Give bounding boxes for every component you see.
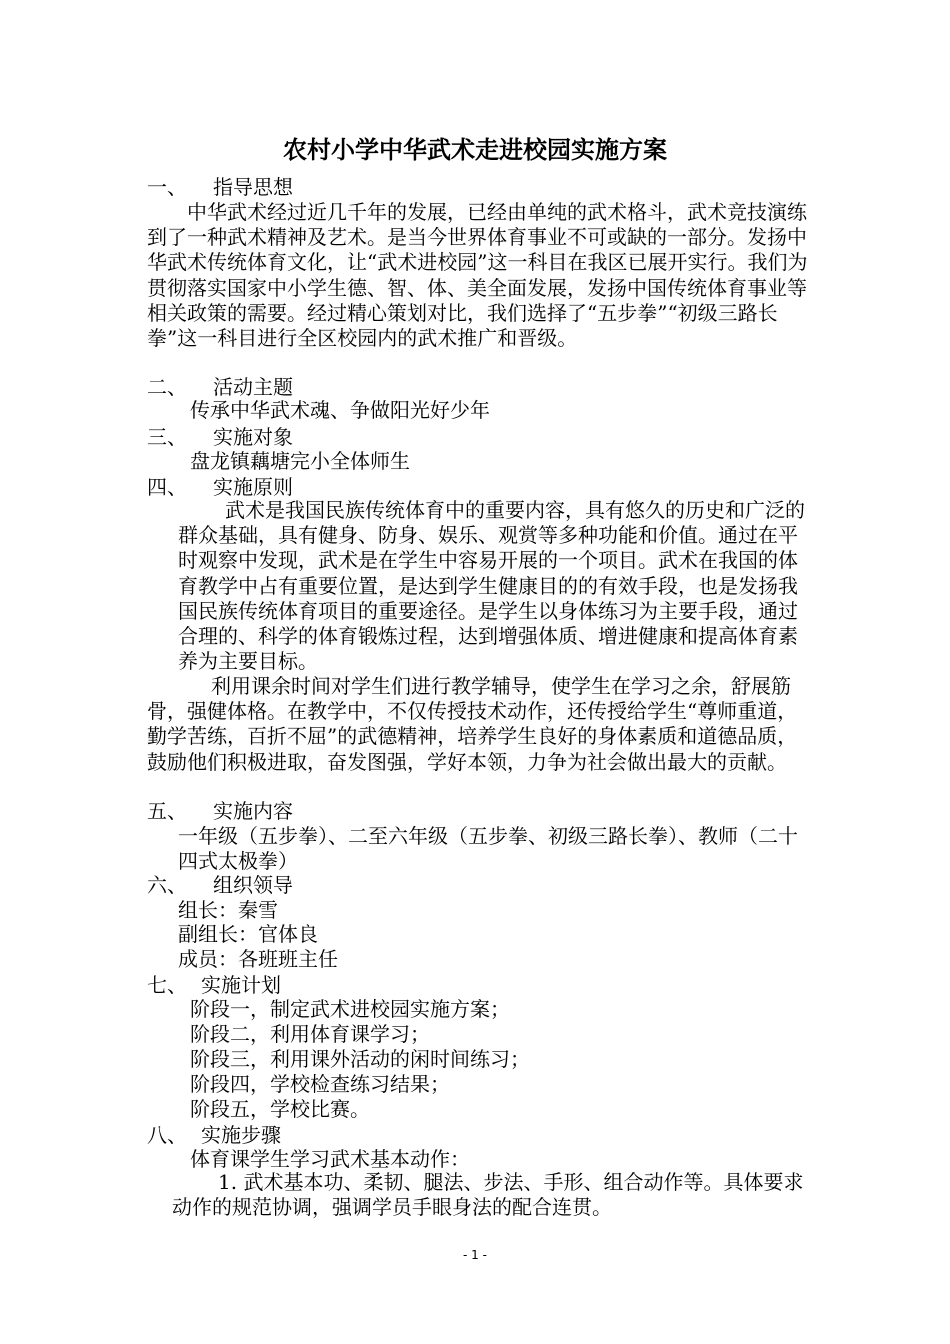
section-title: 实施计划 — [201, 973, 281, 997]
section-heading-steps — [147, 1122, 281, 1148]
section-heading-content — [147, 798, 293, 824]
section-heading-leadership — [147, 872, 293, 898]
group-members: 成员：各班班主任 — [178, 947, 338, 971]
section-heading-plan — [147, 972, 281, 998]
plan-stage-4: 阶段四，学校检查练习结果； — [190, 1072, 450, 1096]
section-number: 五、 — [147, 799, 187, 823]
group-vice-leader: 副组长：官体良 — [178, 922, 318, 946]
section-heading-activity-theme — [147, 374, 293, 400]
section-title: 组织领导 — [213, 873, 293, 897]
section-number: 八、 — [147, 1123, 187, 1147]
plan-stage-1: 阶段一，制定武术进校园实施方案； — [190, 997, 510, 1021]
guiding-ideology-paragraph: 中华武术经过近几千年的发展，已经由单纯的武术格斗，武术竞技演练到了一种武术精神及艺术。是当今世界体育事业不可或缺的一部分。发扬中华武术传统体育文化，让“武术进校园”这一科目在我区已展开实行。我们为贯彻落实国家中小学生德、智、体、美全面发展，发扬中国传统体育事业等相关政策的需要。经过精心策划对比，我们选择了“五步拳”“初级三路长拳”这一科目进行全区校园内的武术推广和晋级。 — [147, 200, 808, 351]
section-title: 实施对象 — [213, 425, 293, 449]
section-heading-target — [147, 424, 293, 450]
section-heading-principles — [147, 474, 293, 500]
section-title: 实施步骤 — [201, 1123, 281, 1147]
section-number: 六、 — [147, 873, 187, 897]
section-title: 实施原则 — [213, 475, 293, 499]
section-title: 实施内容 — [213, 799, 293, 823]
target-text: 盘龙镇藕塘完小全体师生 — [190, 449, 410, 473]
page-number: - 1 - — [463, 1248, 487, 1262]
section-title: 活动主题 — [213, 375, 293, 399]
steps-intro: 体育课学生学习武术基本动作： — [190, 1147, 470, 1171]
principles-paragraph-1: 武术是我国民族传统体育中的重要内容，具有悠久的历史和广泛的群众基础，具有健身、防身、娱乐、观赏等多种功能和价值。通过在平时观察中发现，武术是在学生中容易开展的一个项目。武术在我国的体育教学中占有重要位置，是达到学生健康目的的有效手段，也是发扬我国民族传统体育项目的重要途径。是学生以身体练习为主要手段，通过合理的、科学的体育锻炼过程，达到增强体质、增进健康和提高体育素养为主要目标。 — [178, 498, 805, 674]
group-leader: 组长：秦雪 — [178, 898, 278, 922]
activity-theme-text: 传承中华武术魂、争做阳光好少年 — [190, 398, 490, 422]
section-number: 二、 — [147, 375, 187, 399]
section-number: 一、 — [147, 175, 187, 199]
plan-stage-5: 阶段五，学校比赛。 — [190, 1097, 370, 1121]
section-number: 三、 — [147, 425, 187, 449]
section-number: 四、 — [147, 475, 187, 499]
section-heading-guiding-ideology — [147, 174, 293, 200]
principles-paragraph-2: 利用课余时间对学生们进行教学辅导，使学生在学习之余，舒展筋骨，强健体格。在教学中，不仅传授技术动作，还传授给学生“尊师重道，勤学苦练，百折不屈”的武德精神，培养学生良好的身体素质和道德品质，鼓励他们积极进取，奋发图强，学好本领，力争为社会做出最大的贡献。 — [147, 674, 798, 774]
plan-stage-2: 阶段二，利用体育课学习； — [190, 1022, 430, 1046]
document-title: 农村小学中华武术走进校园实施方案 — [283, 136, 667, 164]
content-paragraph: 一年级（五步拳）、二至六年级（五步拳、初级三路长拳）、教师（二十四式太极拳） — [178, 824, 798, 874]
section-number: 七、 — [147, 973, 187, 997]
section-title: 指导思想 — [213, 175, 293, 199]
plan-stage-3: 阶段三，利用课外活动的闲时间练习； — [190, 1047, 530, 1071]
steps-item-1: 1. 武术基本功、柔韧、腿法、步法、手形、组合动作等。具体要求动作的规范协调，强调学员手眼身法的配合连贯。 — [172, 1170, 804, 1220]
